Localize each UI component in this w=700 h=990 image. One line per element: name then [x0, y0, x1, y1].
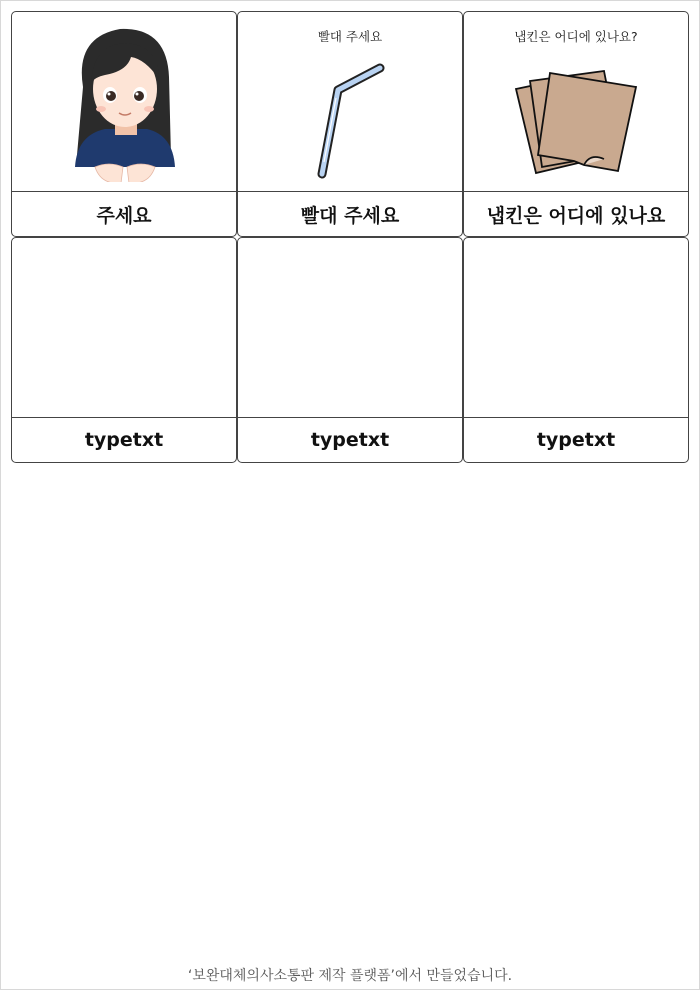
card-label: 냅킨은 어디에 있나요	[486, 204, 666, 227]
card-caption: 냅킨은 어디에 있나요?	[514, 29, 638, 44]
card-image-area	[238, 12, 462, 192]
card-label: 빨대 주세요	[300, 204, 400, 227]
girl-giving-icon	[65, 17, 185, 182]
aac-card-empty[interactable]	[237, 237, 463, 463]
card-caption: 빨대 주세요	[317, 29, 383, 44]
napkin-icon	[512, 67, 642, 177]
card-image-area	[12, 238, 236, 418]
card-image-area	[12, 12, 236, 192]
card-image-area	[238, 238, 462, 418]
straw-icon	[308, 62, 398, 182]
aac-card-give[interactable]	[11, 11, 237, 237]
aac-card-empty[interactable]	[463, 237, 689, 463]
card-label: typetxt	[536, 429, 616, 451]
card-image-area	[464, 238, 688, 418]
aac-board-grid	[11, 11, 689, 463]
footer-credit: ‘보완대체의사소통판 제작 플랫폼’에서 만들었습니다.	[187, 968, 513, 984]
card-label: 주세요	[96, 204, 152, 227]
card-label: typetxt	[310, 429, 390, 451]
aac-card-napkin[interactable]	[463, 11, 689, 237]
aac-card-straw[interactable]	[237, 11, 463, 237]
card-label: typetxt	[84, 429, 164, 451]
card-image-area	[464, 12, 688, 192]
aac-card-empty[interactable]	[11, 237, 237, 463]
